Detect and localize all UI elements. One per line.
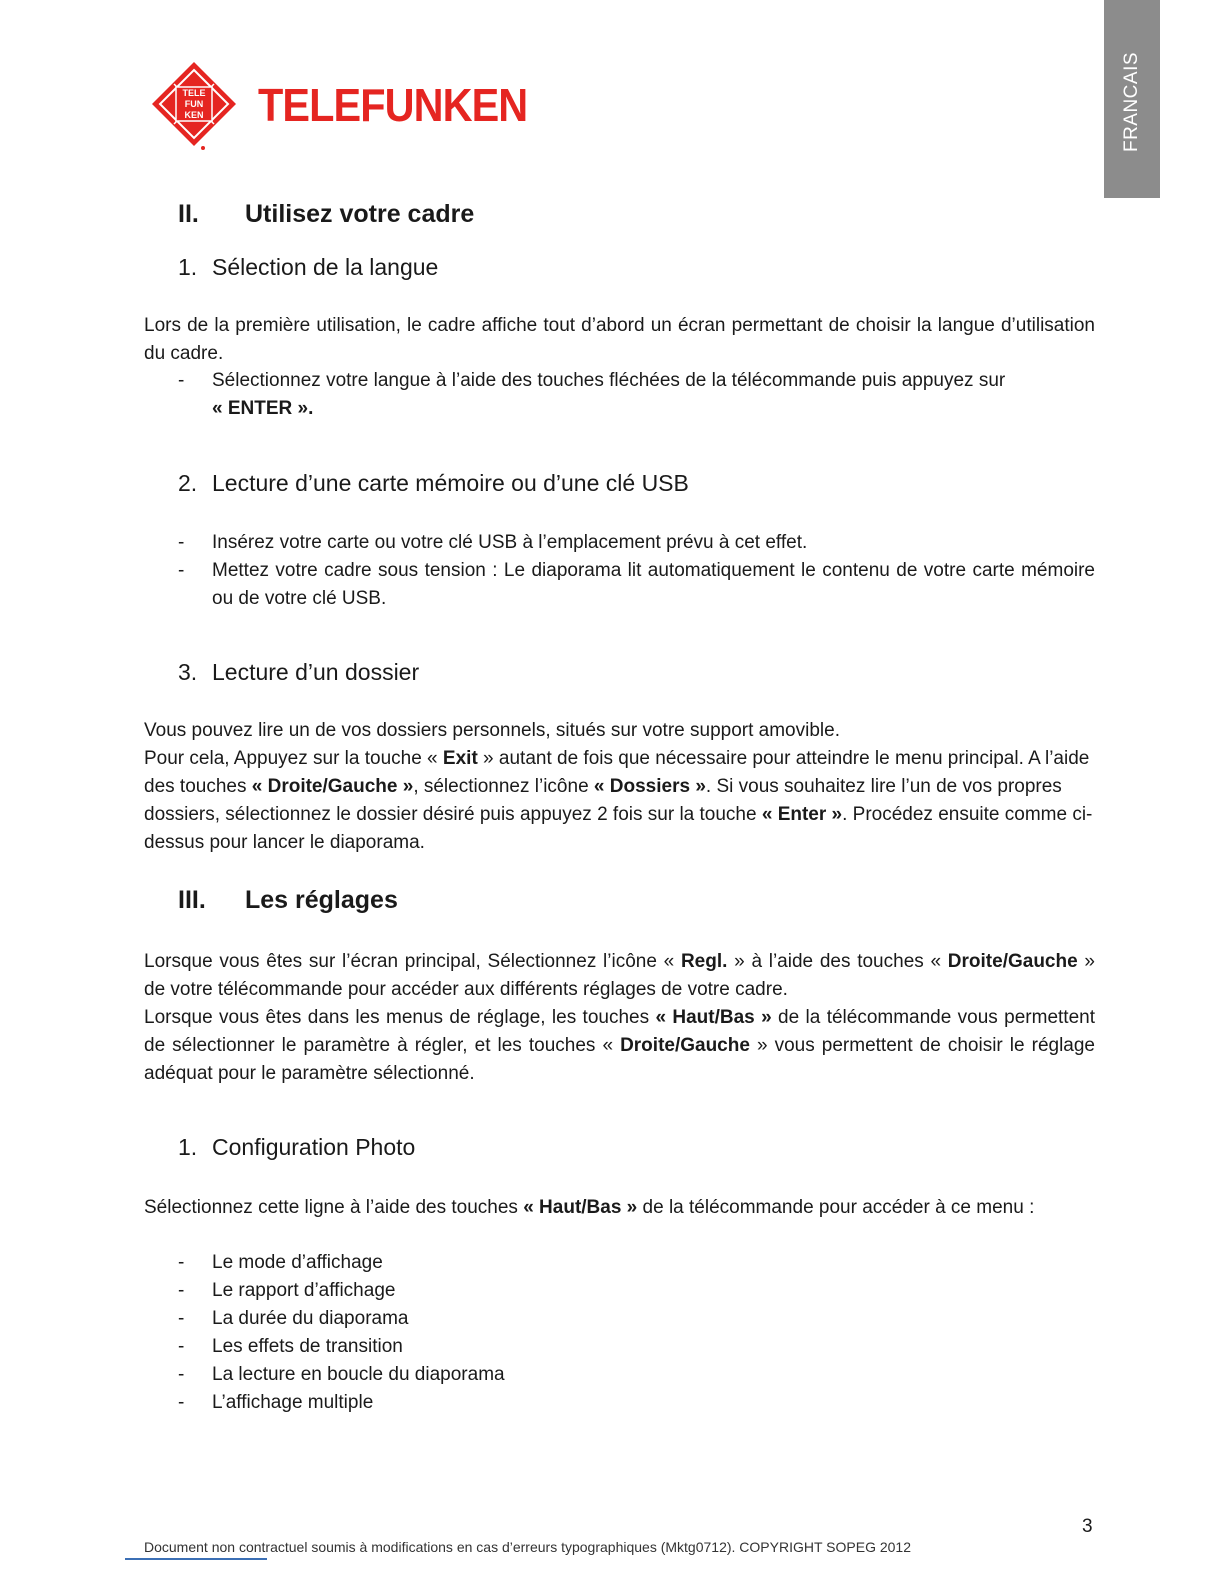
section-3-title: Les réglages — [245, 886, 398, 914]
list-item — [178, 1305, 1095, 1333]
language-tab — [1104, 0, 1160, 198]
photo-option-5: La lecture en boucle du diaporama — [212, 1364, 505, 1385]
language-paragraph: Lors de la première utilisation, le cadre affiche tout d’abord un écran permettant de choisir la langue d’utilisation du cadre. — [144, 315, 1095, 364]
logo-brand-name: TELEFUNKEN — [258, 79, 528, 131]
section-2-number: II. — [178, 200, 199, 228]
photo-option-4: Les effets de transition — [212, 1336, 403, 1357]
list-item — [178, 1333, 1095, 1361]
footer-rule — [125, 1558, 267, 1560]
folder-text-d: . Si vous souhaitez lire l’un de vos propres dossiers, sélectionnez le dossier désiré puis appuyez 2 fois sur la touche — [144, 776, 1062, 825]
list-dash: - — [178, 1392, 185, 1413]
subsection-3-1-title: Configuration Photo — [212, 1134, 416, 1160]
logo-badge-line-2: FUN — [184, 99, 204, 109]
list-dash: - — [178, 1308, 185, 1329]
enter-key-label: « ENTER ». — [212, 398, 314, 419]
section-2-title: Utilisez votre cadre — [245, 200, 475, 228]
enter-key-label: « Enter » — [761, 804, 843, 825]
language-step-text: Sélectionnez votre langue à l’aide des touches fléchées de la télécommande puis appuyez sur — [212, 370, 1006, 391]
list-dash: - — [178, 532, 185, 553]
subsection-2-2-title: Lecture d’une carte mémoire ou d’une clé USB — [212, 470, 689, 496]
droite-gauche-key-label: Droite/Gauche — [947, 951, 1078, 972]
list-item — [178, 1389, 1095, 1417]
exit-key-label: Exit — [442, 748, 478, 769]
folder-text-e: . Procédez ensuite comme ci-dessus pour lancer le diaporama. — [144, 804, 1093, 853]
section-3-number: III. — [178, 886, 206, 914]
droite-gauche-key-label: « Droite/Gauche » — [251, 776, 414, 797]
section-2-heading — [178, 200, 474, 229]
section-3-heading — [178, 886, 398, 915]
regl-icon-label: Regl. — [680, 951, 728, 972]
subsection-2-2-heading — [178, 470, 689, 497]
folder-paragraph-1: Vous pouvez lire un de vos dossiers personnels, situés sur votre support amovible. — [144, 720, 840, 741]
subsection-3-1-heading — [178, 1134, 415, 1161]
list-item — [178, 557, 1095, 613]
list-dash: - — [178, 1336, 185, 1357]
logo-badge-line-3: KEN — [184, 110, 204, 120]
photo-config-paragraph — [144, 1194, 1095, 1222]
settings-text-b: » à l’aide des touches « — [727, 951, 948, 972]
photo-option-1: Le mode d’affichage — [212, 1252, 383, 1273]
settings-text-f: » vous permettent de choisir le réglage adéquat pour le paramètre sélectionné. — [144, 1035, 1096, 1084]
list-dash: - — [178, 560, 185, 581]
settings-paragraph-2 — [144, 1004, 1095, 1088]
subsection-2-2-number: 2. — [178, 470, 198, 496]
list-item — [178, 1277, 1095, 1305]
folder-paragraph-2 — [144, 745, 1095, 857]
list-dash: - — [178, 1364, 185, 1385]
list-dash: - — [178, 1280, 185, 1301]
usb-steps-list — [178, 529, 1095, 613]
photo-option-2: Le rapport d’affichage — [212, 1280, 396, 1301]
settings-text-c: » de votre télécommande pour accéder aux différents réglages de votre cadre. — [144, 951, 1095, 1000]
subsection-2-1-heading — [178, 254, 438, 281]
subsection-2-3-title: Lecture d’un dossier — [212, 659, 420, 685]
settings-text-e: de la télécommande vous permettent de sélectionner le paramètre à régler, et les touches « — [144, 1007, 1095, 1056]
list-item — [178, 529, 1095, 557]
telefunken-diamond-icon — [150, 60, 240, 152]
subsection-3-1-number: 1. — [178, 1134, 198, 1160]
photo-config-text-a: Sélectionnez cette ligne à l’aide des touches — [144, 1197, 524, 1218]
photo-config-text-b: de la télécommande pour accéder à ce menu : — [637, 1197, 1035, 1218]
usb-step-1: Insérez votre carte ou votre clé USB à l’emplacement prévu à cet effet. — [212, 532, 808, 553]
photo-option-6: L’affichage multiple — [212, 1392, 374, 1413]
settings-text-a: Lorsque vous êtes sur l’écran principal, Sélectionnez l’icône « — [144, 951, 681, 972]
language-steps-list — [178, 367, 1095, 423]
subsection-2-3-heading — [178, 659, 419, 686]
list-dash: - — [178, 1252, 185, 1273]
list-item — [178, 367, 1095, 423]
droite-gauche-key-label: Droite/Gauche — [620, 1035, 750, 1056]
subsection-2-3-number: 3. — [178, 659, 198, 685]
subsection-2-1-title: Sélection de la langue — [212, 254, 439, 280]
dossiers-icon-label: « Dossiers » — [593, 776, 706, 797]
settings-paragraph-1 — [144, 948, 1095, 1004]
list-item — [178, 1249, 1095, 1277]
folder-text-a: Pour cela, Appuyez sur la touche « — [144, 748, 443, 769]
logo-badge-line-1: TELE — [182, 88, 206, 98]
photo-option-3: La durée du diaporama — [212, 1308, 409, 1329]
telefunken-logo — [150, 60, 530, 152]
haut-bas-key-label: « Haut/Bas » — [523, 1197, 638, 1218]
photo-config-options-list — [178, 1249, 1095, 1417]
usb-step-2: Mettez votre cadre sous tension : Le diaporama lit automatiquement le contenu de votre carte mémoire ou de votre clé USB. — [212, 560, 1095, 609]
language-tab-label: FRANCAIS — [1121, 51, 1142, 153]
settings-text-d: Lorsque vous êtes dans les menus de réglage, les touches — [144, 1007, 656, 1028]
folder-text-b: » autant de fois que nécessaire pour atteindre le menu principal. A l’aide des touches — [144, 748, 1090, 797]
haut-bas-key-label: « Haut/Bas » — [655, 1007, 772, 1028]
subsection-2-1-number: 1. — [178, 254, 198, 280]
list-dash: - — [178, 370, 185, 391]
list-item — [178, 1361, 1095, 1389]
footer-disclaimer: Document non contractuel soumis à modifications en cas d’erreurs typographiques (Mktg0712). COPYRIGHT SOPEG 2012 — [144, 1539, 911, 1555]
folder-text-c: , sélectionnez l’icône — [413, 776, 594, 797]
page-number: 3 — [1082, 1516, 1093, 1537]
